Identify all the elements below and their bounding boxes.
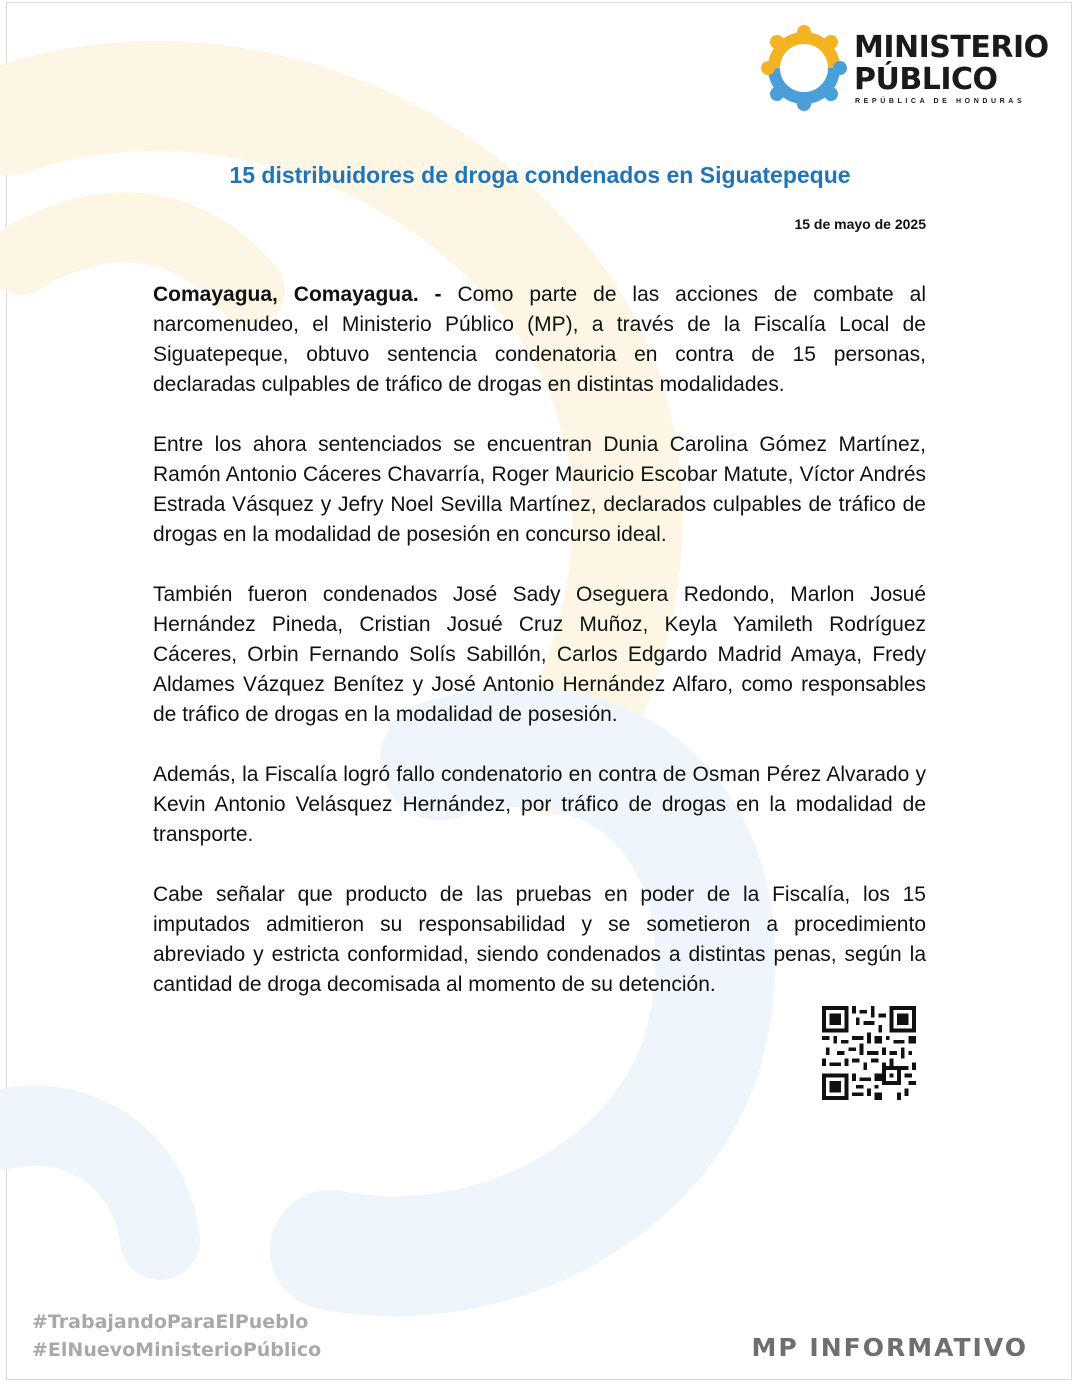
publication-date: 15 de mayo de 2025 bbox=[794, 216, 926, 232]
paragraph-3: También fueron condenados José Sady Oseguera Redondo, Marlon Josué Hernández Pineda, Cristian Josué Cruz Muñoz, Keyla Yamileth Rodríguez Cáceres, Orbin Fernando Solís Sabillón, Carlos Edgardo Madrid Amaya, Fredy Aldames Vázquez Benítez y José Antonio Hernández Alfaro, como responsables de tráfico de drogas en la modalidad de posesión. bbox=[153, 583, 926, 726]
logo-title-line2: PÚBLICO bbox=[854, 62, 998, 97]
logo-subtitle: REPÚBLICA DE HONDURAS bbox=[855, 98, 1026, 105]
logo-title-line1: MINISTERIO bbox=[854, 30, 1049, 65]
paragraph-1-text: Como parte de las acciones de combate al narcomenudeo, el Ministerio Público (MP), a través de la Fiscalía Local de Siguatepeque, obtuvo sentencia condenatoria en contra de 15 personas, declaradas culpables de tráfico de drogas en distintas modalidades. bbox=[153, 283, 926, 396]
hashtag-nuevo-ministerio: #ElNuevoMinisterioPúblico bbox=[32, 1339, 322, 1361]
press-release-headline: 15 distribuidores de droga condenados en Siguatepeque bbox=[229, 162, 851, 188]
paragraph-1 bbox=[153, 280, 926, 400]
paragraph-2: Entre los ahora sentenciados se encuentran Dunia Carolina Gómez Martínez, Ramón Antonio Cáceres Chavarría, Roger Mauricio Escobar Matute, Víctor Andrés Estrada Vásquez y Jefry Noel Sevilla Martínez, declarados culpables de tráfico de drogas en la modalidad de posesión en concurso ideal. bbox=[153, 433, 926, 546]
qr-code[interactable] bbox=[822, 1006, 916, 1100]
ministerio-publico-logo bbox=[760, 24, 1049, 114]
paragraph-4: Además, la Fiscalía logró fallo condenatorio en contra de Osman Pérez Alvarado y Kevin Antonio Velásquez Hernández, por tráfico de drogas en la modalidad de transporte. bbox=[153, 763, 926, 846]
mp-informativo-brand: MP INFORMATIVO bbox=[751, 1333, 1028, 1362]
paragraph-5: Cabe señalar que producto de las pruebas en poder de la Fiscalía, los 15 imputados admitieron su responsabilidad y se sometieron a procedimiento abreviado y estricta conformidad, siendo condenados a distintas penas, según la cantidad de droga decomisada al momento de su detención. bbox=[153, 883, 926, 996]
article-body bbox=[153, 280, 926, 1030]
people-circle-emblem-icon bbox=[760, 24, 848, 112]
hashtag-trabajando: #TrabajandoParaElPueblo bbox=[32, 1311, 309, 1333]
dateline: Comayagua, Comayagua. - bbox=[153, 283, 442, 306]
